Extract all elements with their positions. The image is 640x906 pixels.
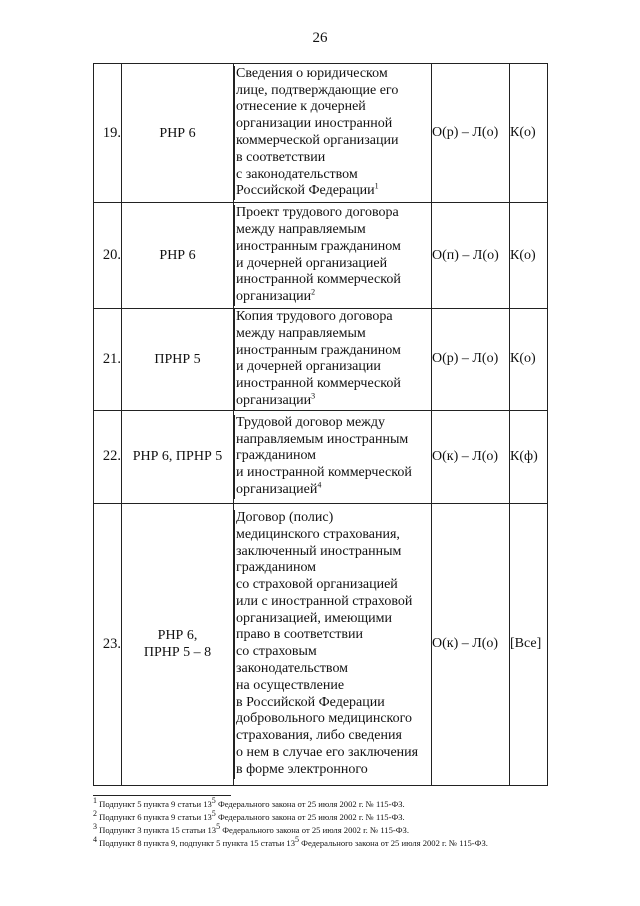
description-line bbox=[234, 116, 431, 133]
description-line bbox=[234, 544, 431, 561]
description-text: со страховой организацией bbox=[236, 577, 398, 593]
access-level: О(к) – Л(о) bbox=[432, 503, 510, 785]
access-level: О(п) – Л(о) bbox=[432, 203, 510, 309]
description-line bbox=[234, 205, 431, 222]
description-line bbox=[234, 627, 431, 644]
description-text: Копия трудового договора bbox=[236, 309, 393, 324]
article-superscript: 5 bbox=[216, 822, 221, 832]
description-text: организации bbox=[236, 289, 312, 305]
table-row bbox=[94, 64, 548, 203]
description-line bbox=[234, 272, 431, 289]
footnote-text-end: Федерального закона от 25 июля 2002 г. № 115-ФЗ. bbox=[220, 825, 410, 835]
footnote-mark: 4 bbox=[93, 835, 97, 845]
rights-code: К(о) bbox=[510, 64, 548, 203]
description-line bbox=[234, 465, 431, 482]
requirement-code: РНР 6 bbox=[122, 64, 234, 203]
description-text: заключенный иностранным bbox=[236, 543, 402, 559]
description-line bbox=[234, 167, 431, 184]
description-text: о нем в случае его заключения bbox=[236, 745, 419, 761]
description-text: коммерческой организации bbox=[236, 133, 399, 148]
description-line bbox=[234, 66, 431, 83]
description-text: Трудовой договор между bbox=[236, 414, 385, 430]
footnote-mark: 3 bbox=[93, 822, 97, 832]
footnote-mark: 1 bbox=[93, 796, 97, 806]
document-description bbox=[234, 203, 432, 309]
description-line bbox=[234, 326, 431, 343]
description-line bbox=[234, 239, 431, 256]
description-line bbox=[234, 133, 431, 150]
footnote-reference: 3 bbox=[311, 391, 316, 401]
footnote-text-end: Федерального закона от 25 июля 2002 г. № 115-ФЗ. bbox=[215, 812, 405, 822]
footnote-reference: 1 bbox=[374, 181, 379, 191]
description-text: гражданином bbox=[236, 560, 317, 576]
description-line bbox=[234, 432, 431, 449]
description-text: лице, подтверждающие его bbox=[236, 82, 399, 98]
requirement-code: РНР 6, ПРНР 5 bbox=[122, 410, 234, 503]
footnote-text: Подпункт 5 пункта 9 статьи 13 bbox=[97, 799, 212, 809]
description-text: Сведения о юридическом bbox=[236, 65, 388, 81]
footnote-reference: 4 bbox=[317, 480, 322, 490]
description-line bbox=[234, 661, 431, 678]
description-text: отнесение к дочерней bbox=[236, 99, 366, 115]
description-line bbox=[234, 527, 431, 544]
description-line bbox=[234, 256, 431, 273]
description-text: Проект трудового договора bbox=[236, 205, 399, 221]
description-text: гражданином bbox=[236, 448, 317, 464]
description-line bbox=[234, 577, 431, 594]
document-description bbox=[234, 309, 432, 411]
footnote bbox=[93, 811, 488, 824]
requirement-code: РНР 6, ПРНР 5 – 8 bbox=[122, 503, 234, 785]
description-line bbox=[234, 83, 431, 100]
table-row bbox=[94, 410, 548, 503]
description-text: законодательством bbox=[236, 661, 349, 677]
footnotes bbox=[93, 798, 488, 850]
access-level: О(р) – Л(о) bbox=[432, 309, 510, 411]
description-line bbox=[234, 762, 431, 779]
description-text: иностранным гражданином bbox=[236, 342, 401, 358]
row-number: 19. bbox=[94, 64, 122, 203]
footnote bbox=[93, 824, 488, 837]
description-text: организации иностранной bbox=[236, 116, 393, 132]
table-row bbox=[94, 309, 548, 411]
footnote-reference: 2 bbox=[311, 287, 316, 297]
table-row bbox=[94, 503, 548, 785]
description-line bbox=[234, 560, 431, 577]
requirement-code: РНР 6 bbox=[122, 203, 234, 309]
footnote bbox=[93, 837, 488, 850]
description-text: иностранной коммерческой bbox=[236, 376, 401, 392]
description-line bbox=[234, 415, 431, 432]
description-text: между направляемым bbox=[236, 325, 366, 341]
document-description bbox=[234, 410, 432, 503]
table-body bbox=[94, 64, 548, 786]
rights-code: К(о) bbox=[510, 203, 548, 309]
description-line bbox=[234, 289, 431, 306]
article-superscript: 5 bbox=[211, 809, 216, 819]
description-text: в форме электронного bbox=[236, 761, 368, 777]
description-line bbox=[234, 695, 431, 712]
access-level: О(к) – Л(о) bbox=[432, 410, 510, 503]
description-text: и иностранной коммерческой bbox=[236, 465, 412, 481]
description-text: Договор (полис) bbox=[236, 509, 334, 525]
description-line bbox=[234, 222, 431, 239]
description-text: организации bbox=[236, 392, 312, 408]
footnote-text: Подпункт 8 пункта 9, подпункт 5 пункта 15 статьи 13 bbox=[97, 838, 295, 848]
description-line bbox=[234, 745, 431, 762]
description-text: Российской Федерации bbox=[236, 183, 375, 199]
rights-code: К(о) bbox=[510, 309, 548, 411]
footnote-text: Подпункт 3 пункта 15 статьи 13 bbox=[97, 825, 217, 835]
description-line bbox=[234, 594, 431, 611]
description-text: право в соответствии bbox=[236, 627, 363, 643]
description-text: на осуществление bbox=[236, 677, 345, 693]
description-text: в Российской Федерации bbox=[236, 694, 385, 710]
rights-code: К(ф) bbox=[510, 410, 548, 503]
description-line bbox=[234, 611, 431, 628]
description-line bbox=[234, 678, 431, 695]
description-text: страхования, либо сведения bbox=[236, 728, 402, 744]
description-line bbox=[234, 711, 431, 728]
requirement-code: ПРНР 5 bbox=[122, 309, 234, 411]
footnote-mark: 2 bbox=[93, 809, 97, 819]
row-number: 20. bbox=[94, 203, 122, 309]
description-text: иностранным гражданином bbox=[236, 238, 401, 254]
description-text: между направляемым bbox=[236, 221, 366, 237]
article-superscript: 5 bbox=[295, 835, 299, 845]
description-text: с законодательством bbox=[236, 166, 358, 182]
description-text: или с иностранной страховой bbox=[236, 593, 413, 609]
description-text: иностранной коммерческой bbox=[236, 272, 401, 288]
article-superscript: 5 bbox=[211, 796, 216, 806]
document-description bbox=[234, 64, 432, 203]
description-text: добровольного медицинского bbox=[236, 711, 413, 727]
document-description bbox=[234, 503, 432, 785]
description-line bbox=[234, 448, 431, 465]
description-line bbox=[234, 376, 431, 393]
rights-code: [Все] bbox=[510, 503, 548, 785]
description-text: организацией, имеющими bbox=[236, 610, 393, 626]
description-text: направляемым иностранным bbox=[236, 431, 409, 447]
description-line bbox=[234, 359, 431, 376]
row-number: 23. bbox=[94, 503, 122, 785]
description-text: в соответствии bbox=[236, 149, 326, 165]
description-text: и дочерней организации bbox=[236, 359, 381, 375]
page-number: 26 bbox=[312, 30, 328, 46]
description-line bbox=[234, 510, 431, 527]
row-number: 22. bbox=[94, 410, 122, 503]
description-line bbox=[234, 183, 431, 200]
footnote bbox=[93, 798, 488, 811]
description-line bbox=[234, 99, 431, 116]
access-level: О(р) – Л(о) bbox=[432, 64, 510, 203]
description-line bbox=[234, 393, 431, 410]
description-line bbox=[234, 728, 431, 745]
description-line bbox=[234, 150, 431, 167]
footnote-text-end: Федерального закона от 25 июля 2002 г. № 115-ФЗ. bbox=[215, 799, 405, 809]
description-line bbox=[234, 343, 431, 360]
table-row bbox=[94, 203, 548, 309]
description-text: и дочерней организацией bbox=[236, 255, 388, 271]
row-number: 21. bbox=[94, 309, 122, 411]
footnote-separator bbox=[93, 795, 231, 796]
description-text: со страховым bbox=[236, 644, 317, 660]
description-line bbox=[234, 482, 431, 499]
documents-table bbox=[93, 63, 548, 786]
footnote-text: Подпункт 6 пункта 9 статьи 13 bbox=[97, 812, 212, 822]
footnote-text-end: Федерального закона от 25 июля 2002 г. № 115-ФЗ. bbox=[299, 838, 488, 848]
description-line bbox=[234, 309, 431, 326]
description-line bbox=[234, 644, 431, 661]
description-text: медицинского страхования, bbox=[236, 526, 400, 542]
description-text: организацией bbox=[236, 481, 318, 497]
